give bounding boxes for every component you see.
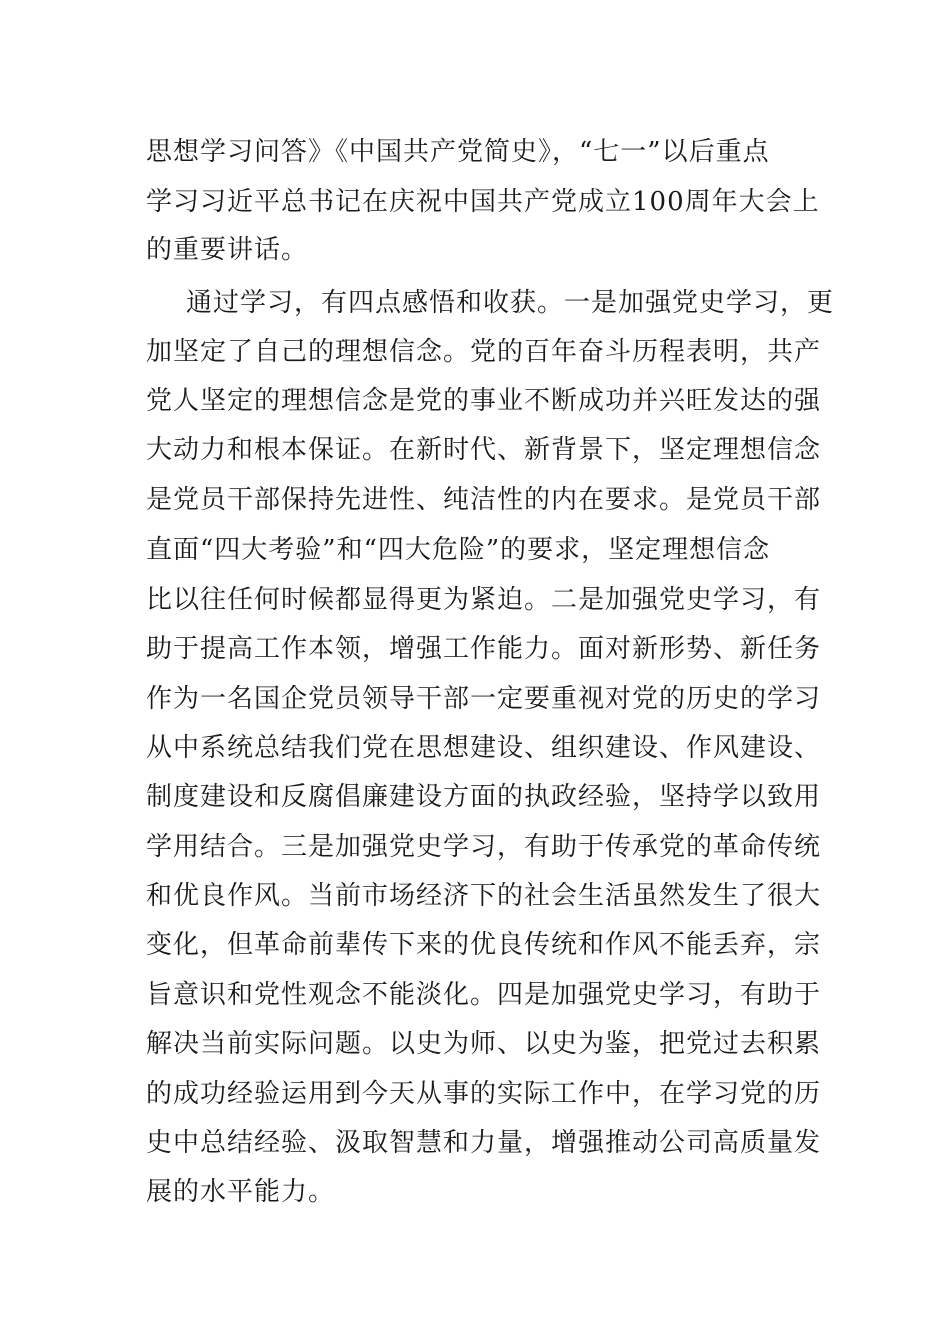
paragraph-2-line-2: 加坚定了自己的理想信念。党的百年奋斗历程表明，共产 xyxy=(146,337,822,367)
paragraph-2-line-19: 展的水平能力。 xyxy=(146,1177,336,1207)
paragraph-2-line-12: 学用结合。三是加强党史学习，有助于传承党的革命传统 xyxy=(146,832,822,862)
paragraph-2-line-11: 制度建设和反腐倡廉建设方面的执政经验，坚持学以致用 xyxy=(146,782,822,812)
paragraph-2-line-1: 通过学习，有四点感悟和收获。一是加强党史学习，更 xyxy=(186,288,835,318)
paragraph-2-line-15: 旨意识和党性观念不能淡化。四是加强党史学习，有助于 xyxy=(146,980,822,1010)
paragraph-2-line-4: 大动力和根本保证。在新时代、新背景下，坚定理想信念 xyxy=(146,435,822,465)
paragraph-2-line-16: 解决当前实际问题。以史为师、以史为鉴，把党过去积累 xyxy=(146,1029,822,1059)
paragraph-2-line-5: 是党员干部保持先进性、纯洁性的内在要求。是党员干部 xyxy=(146,485,822,515)
paragraph-2-line-7: 比以往任何时候都显得更为紧迫。二是加强党史学习，有 xyxy=(146,585,822,615)
paragraph-2-line-18: 史中总结经验、汲取智慧和力量，增强推动公司高质量发 xyxy=(146,1128,822,1158)
paragraph-1-line-3: 的重要讲话。 xyxy=(146,235,309,265)
paragraph-2-line-9: 作为一名国企党员领导干部一定要重视对党的历史的学习 xyxy=(146,684,822,714)
paragraph-2-line-17: 的成功经验运用到今天从事的实际工作中，在学习党的历 xyxy=(146,1079,822,1109)
paragraph-1-line-1: 思想学习问答》《中国共产党简史》，“七一”以后重点 xyxy=(146,137,770,167)
paragraph-2-line-6: 直面“四大考验”和“四大危险”的要求，坚定理想信念 xyxy=(146,535,771,565)
paragraph-2-line-10: 从中系统总结我们党在思想建设、组织建设、作风建设、 xyxy=(146,733,822,763)
paragraph-2-line-13: 和优良作风。当前市场经济下的社会生活虽然发生了很大 xyxy=(146,881,822,911)
paragraph-2-line-3: 党人坚定的理想信念是党的事业不断成功并兴旺发达的强 xyxy=(146,386,822,416)
paragraph-2-line-14: 变化，但革命前辈传下来的优良传统和作风不能丢弃，宗 xyxy=(146,930,822,960)
paragraph-2-line-8: 助于提高工作本领，增强工作能力。面对新形势、新任务 xyxy=(146,634,822,664)
paragraph-1-line-2: 学习习近平总书记在庆祝中国共产党成立100周年大会上 xyxy=(146,187,820,217)
